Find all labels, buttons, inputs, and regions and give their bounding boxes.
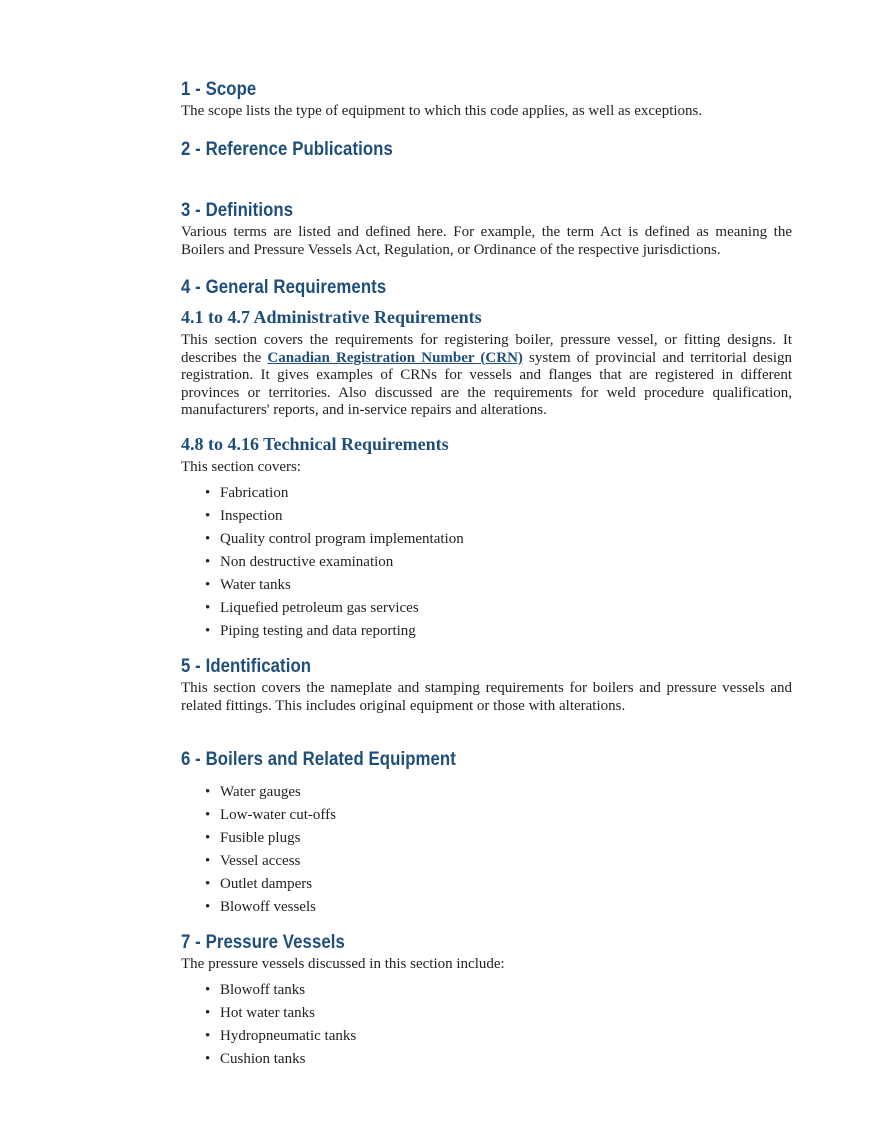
- bullet-icon: •: [205, 531, 211, 547]
- list-item: • Quality control program implementation: [205, 528, 464, 551]
- list-item: • Cushion tanks: [205, 1048, 356, 1071]
- bullet-icon: •: [205, 899, 211, 915]
- bullet-icon: •: [205, 1051, 211, 1067]
- technical-list: [205, 482, 464, 643]
- heading-pressure-vessels: 7 - Pressure Vessels: [181, 931, 345, 953]
- list-item: • Outlet dampers: [205, 873, 336, 896]
- heading-scope: 1 - Scope: [181, 78, 257, 100]
- administrative-text: [181, 332, 792, 420]
- list-item: • Fabrication: [205, 482, 464, 505]
- pressure-intro: The pressure vessels discussed in this section include:: [181, 956, 505, 972]
- bullet-icon: •: [205, 853, 211, 869]
- bullet-icon: •: [205, 554, 211, 570]
- pressure-list: [205, 979, 356, 1071]
- crn-link[interactable]: Canadian Registration Number (CRN): [267, 349, 523, 366]
- heading-general-requirements: 4 - General Requirements: [181, 276, 387, 298]
- heading-identification: 5 - Identification: [181, 655, 312, 677]
- technical-intro: This section covers:: [181, 459, 301, 475]
- list-item: • Hydropneumatic tanks: [205, 1025, 356, 1048]
- bullet-icon: •: [205, 600, 211, 616]
- bullet-icon: •: [205, 1028, 211, 1044]
- bullet-icon: •: [205, 508, 211, 524]
- bullet-icon: •: [205, 830, 211, 846]
- heading-technical-requirements: 4.8 to 4.16 Technical Requirements: [181, 434, 449, 454]
- boilers-list: [205, 781, 336, 919]
- heading-definitions: 3 - Definitions: [181, 199, 294, 221]
- list-item: • Inspection: [205, 505, 464, 528]
- list-item: • Low-water cut-offs: [205, 804, 336, 827]
- list-item: • Water tanks: [205, 574, 464, 597]
- bullet-icon: •: [205, 876, 211, 892]
- definitions-text: Various terms are listed and defined here. For example, the term Act is defined as meaning the Boilers and Pressure Vessels Act, Regulation, or Ordinance of the respective jurisdictions.: [181, 224, 792, 258]
- bullet-icon: •: [205, 807, 211, 823]
- list-item: • Blowoff vessels: [205, 896, 336, 919]
- bullet-icon: •: [205, 623, 211, 639]
- list-item: • Non destructive examination: [205, 551, 464, 574]
- list-item: • Vessel access: [205, 850, 336, 873]
- list-item: • Water gauges: [205, 781, 336, 804]
- bullet-icon: •: [205, 1005, 211, 1021]
- identification-text: This section covers the nameplate and stamping requirements for boilers and pressure vessels and related fittings. This includes original equipment or those with alterations.: [181, 680, 792, 714]
- administrative-text-part1: This section covers the requirements for registering boiler, pressure vessel, or fitting designs. It describes the: [181, 332, 792, 366]
- heading-boilers-related-equipment: 6 - Boilers and Related Equipment: [181, 748, 456, 770]
- list-item: • Liquefied petroleum gas services: [205, 597, 464, 620]
- list-item: • Blowoff tanks: [205, 979, 356, 1002]
- bullet-icon: •: [205, 485, 211, 501]
- bullet-icon: •: [205, 577, 211, 593]
- list-item: • Fusible plugs: [205, 827, 336, 850]
- heading-reference-publications: 2 - Reference Publications: [181, 138, 393, 160]
- heading-administrative-requirements: 4.1 to 4.7 Administrative Requirements: [181, 307, 482, 327]
- list-item: • Hot water tanks: [205, 1002, 356, 1025]
- scope-text: The scope lists the type of equipment to which this code applies, as well as exceptions.: [181, 103, 703, 119]
- bullet-icon: •: [205, 784, 211, 800]
- administrative-text-part2: system of provincial and territorial design registration. It gives examples of CRNs for vessels and flanges that are registered in different provinces or territories. Also discussed are the requirements for weld procedure qualification, manufacturers' reports, and in-service repairs and alterations.: [181, 349, 793, 418]
- bullet-icon: •: [205, 982, 211, 998]
- list-item: • Piping testing and data reporting: [205, 620, 464, 643]
